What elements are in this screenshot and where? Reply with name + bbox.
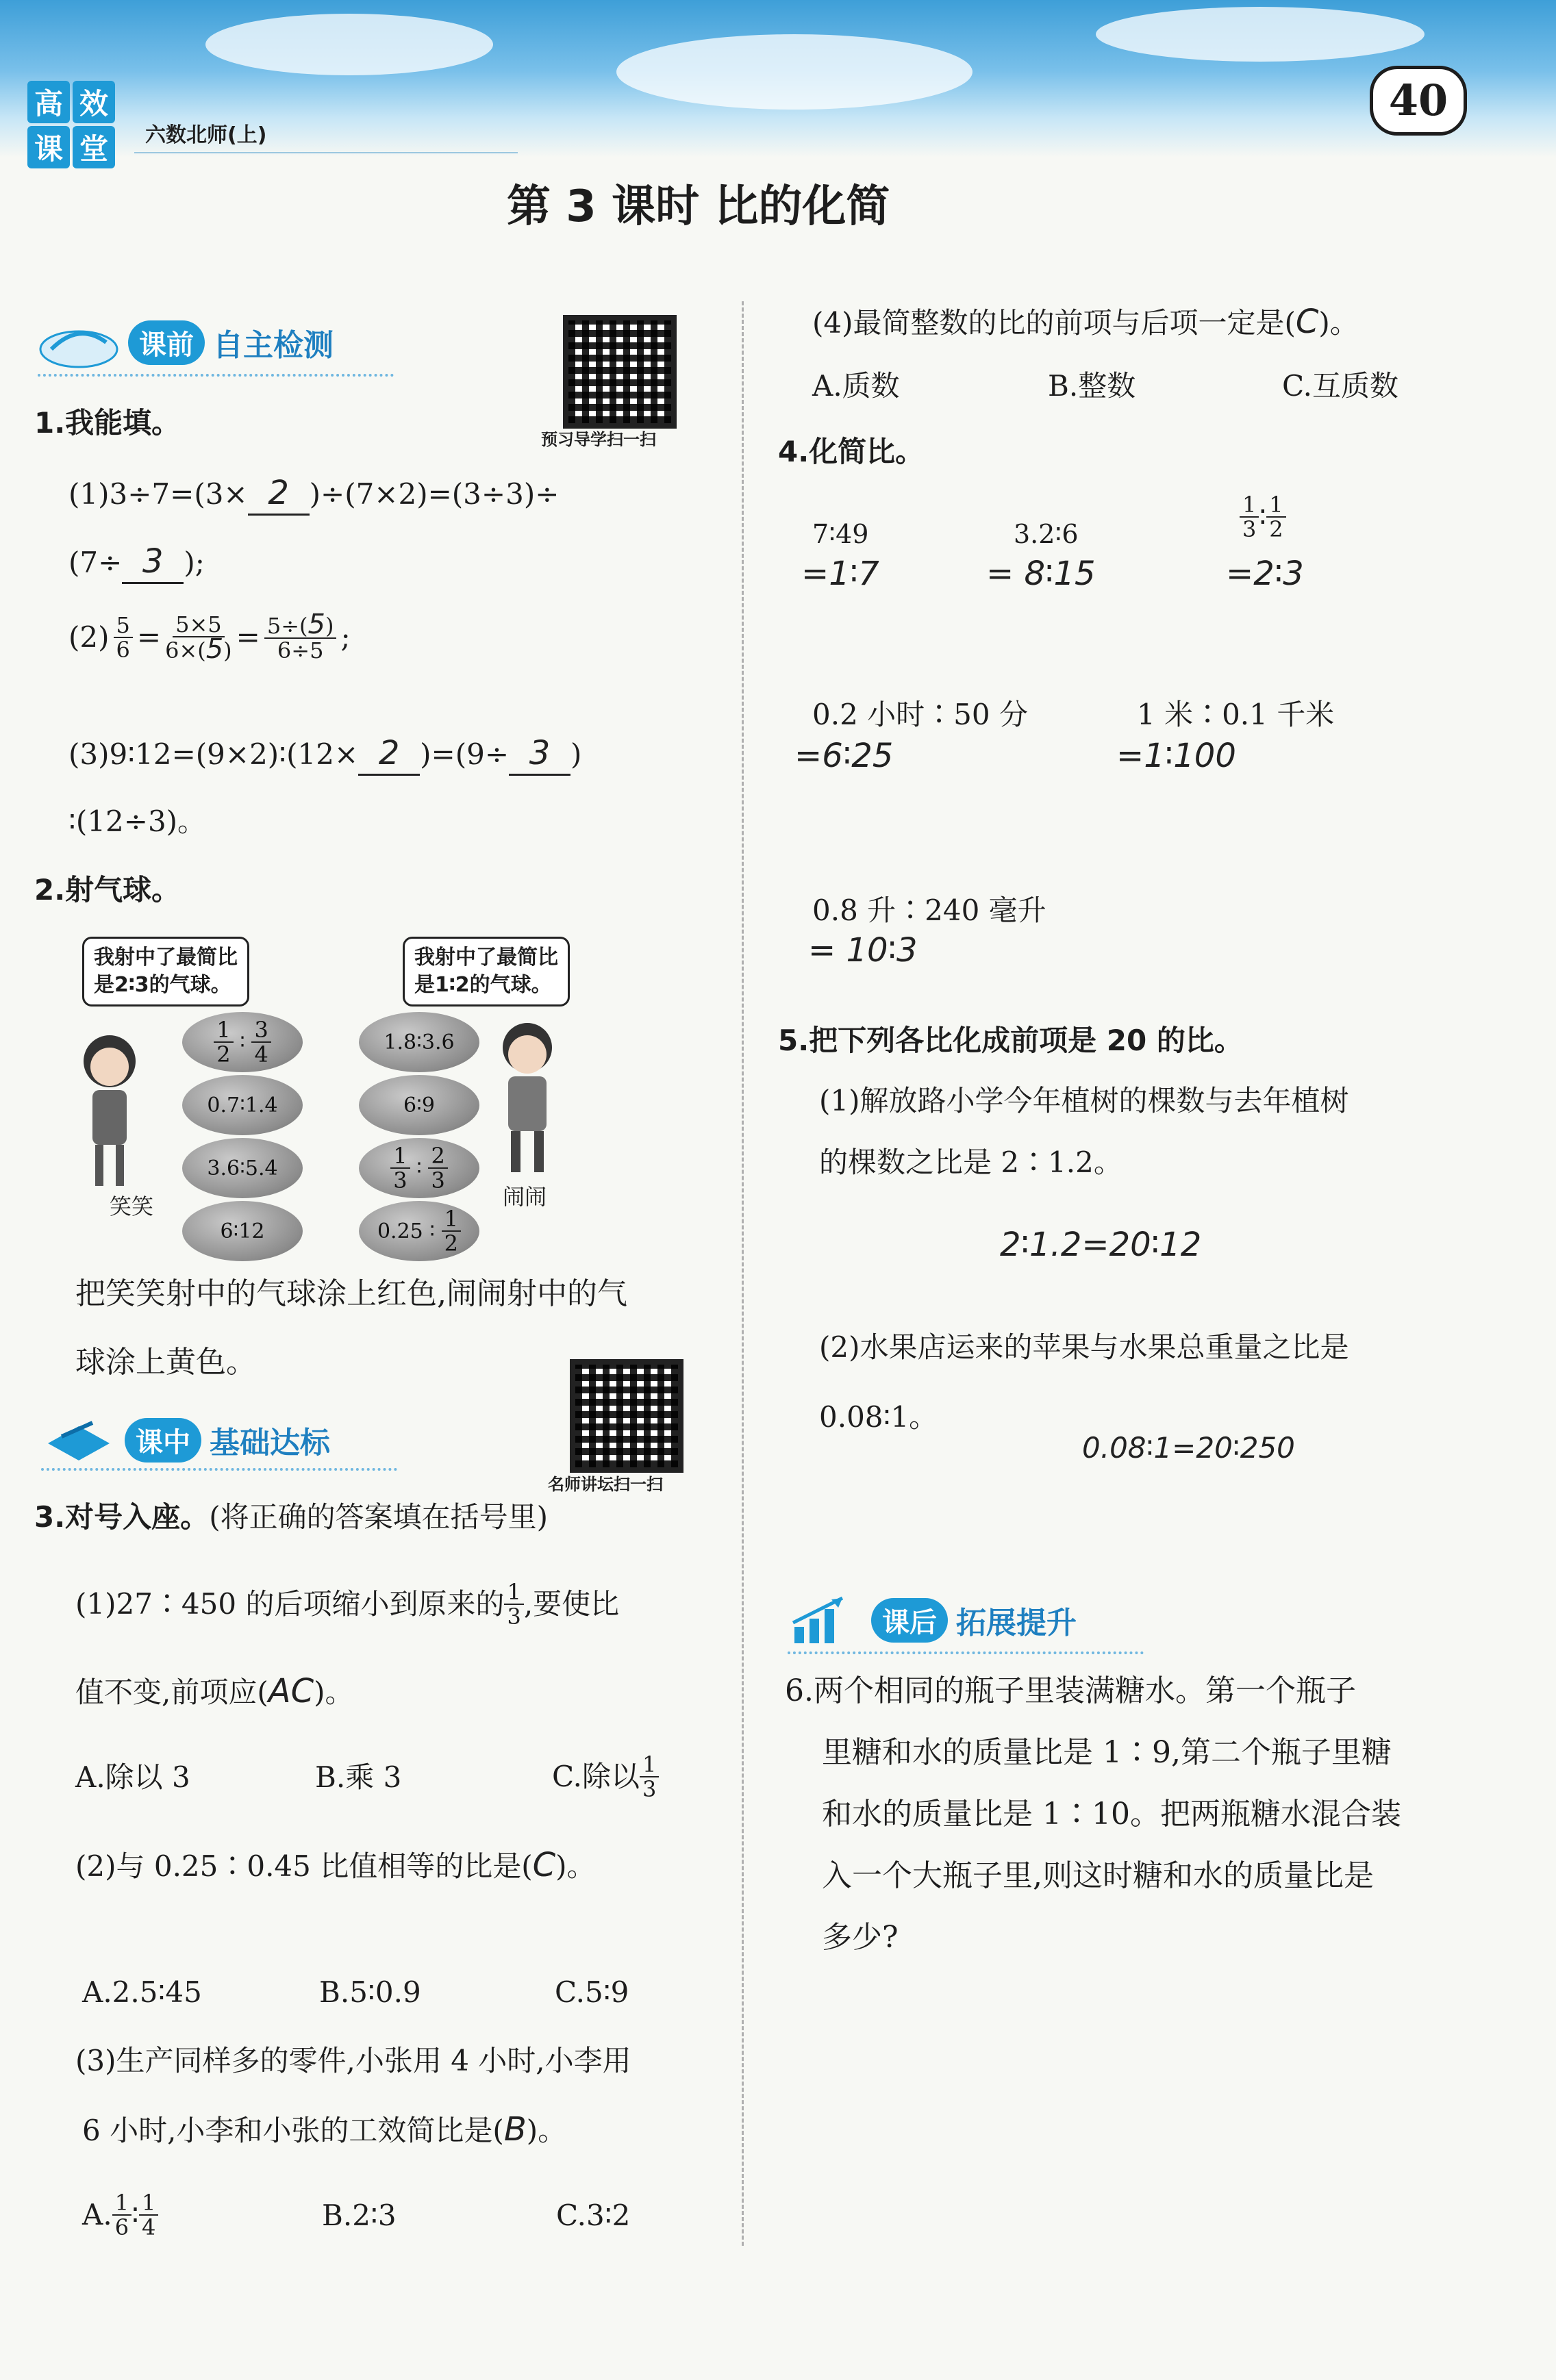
q5-part1-line2: 的棵数之比是 2∶1.2。 [819, 1145, 1122, 1179]
q3-part4-option-a[interactable]: A.质数 [812, 369, 900, 403]
q3-part3-line1: (3)生产同样多的零件,小张用 4 小时,小李用 [75, 2044, 631, 2077]
q1-line3-cont: ∶(12÷3)。 [68, 805, 207, 838]
q3-part3-option-a[interactable]: A. $\frac{1}{6}$ ∶ $\frac{1}{4}$ [82, 2191, 158, 2239]
balloon-left-4[interactable]: 6∶12 [182, 1201, 303, 1261]
q2-instruction-1: 把笑笑射中的气球涂上红色,闹闹射中的气 [75, 1276, 627, 1311]
q3-part2-option-c[interactable]: C.5∶9 [555, 1975, 629, 2009]
q1-line1-cont: (7÷ 3 ); [68, 541, 205, 584]
q6-line5: 多少? [822, 1920, 899, 1955]
lesson-title: 第 3 课时 比的化简 [507, 181, 890, 232]
balloon-right-2[interactable]: 6∶9 [359, 1075, 479, 1135]
q3-part4-stem: (4)最简整数的比的前项与后项一定是(C)。 [812, 303, 1359, 341]
balloon-left-3[interactable]: 3.6∶5.4 [182, 1138, 303, 1198]
q1-heading: 1.我能填。 [34, 406, 181, 440]
answer-blank[interactable]: C [532, 1846, 556, 1884]
boy-naonao-illustration [479, 1013, 575, 1185]
q6-line4: 入一个大瓶子里,则这时糖和水的质量比是 [822, 1858, 1374, 1893]
qr-caption-preview: 预习导学扫一扫 [541, 430, 656, 449]
page-number: 40 [1370, 66, 1467, 136]
answer-blank[interactable]: AC [268, 1672, 314, 1710]
q1-line1: (1)3÷7=(3× 2 )÷(7×2)=(3÷3)÷ [68, 472, 559, 516]
answer-blank[interactable]: 2 [358, 733, 420, 776]
q5-heading: 5.把下列各比化成前项是 20 的比。 [778, 1024, 1243, 1057]
q4-item-1: 7∶49 [812, 519, 869, 549]
name-xiaoxiao: 笑笑 [110, 1193, 154, 1219]
answer-blank[interactable]: 2 [248, 472, 310, 516]
q4-answer-5[interactable]: =1∶100 [1116, 737, 1236, 775]
book-name: 六数北师(上) [145, 123, 267, 147]
q5-answer-1[interactable]: 2∶1.2=20∶12 [1000, 1226, 1202, 1264]
q5-part2-line2: 0.08∶1。 [819, 1400, 938, 1434]
series-logo: 高 效 课 堂 [27, 81, 115, 168]
q2-instruction-2: 球涂上黄色。 [75, 1345, 256, 1380]
q1-line2: (2) $\frac{5}{6}$ = $\frac{5\times 5}{6\times(5)}$ = $\frac{5\div(5)}{6\div 5}$ ; [68, 609, 351, 665]
q2-heading: 2.射气球。 [34, 873, 181, 907]
speech-bubble-right: 我射中了最简比 是1∶2的气球。 [403, 937, 570, 1007]
qr-caption-lecture: 名师讲坛扫一扫 [548, 1475, 663, 1494]
qr-code-lecture[interactable] [570, 1359, 683, 1473]
q3-part3-option-b[interactable]: B.2∶3 [322, 2199, 397, 2232]
section-pre-heading: 课前 自主检测 [38, 315, 334, 370]
header-rule [134, 152, 518, 153]
qr-code-preview[interactable] [563, 315, 677, 429]
answer-blank[interactable]: 3 [509, 733, 570, 776]
q5-part1-line1: (1)解放路小学今年植树的棵数与去年植树 [819, 1084, 1349, 1117]
balloon-left-1[interactable]: $\frac{1}{2}$ ∶ $\frac{3}{4}$ [182, 1012, 303, 1072]
balloon-right-4[interactable]: 0.25 ∶ $\frac{1}{2}$ [359, 1201, 479, 1261]
q4-heading: 4.化简比。 [778, 435, 925, 468]
answer-blank[interactable]: 5 [205, 633, 224, 665]
q3-part2-stem: (2)与 0.25∶0.45 比值相等的比是(C)。 [75, 1846, 596, 1884]
q3-part1-line1: (1)27∶450 的后项缩小到原来的 $\frac{1}{3}$ ,要使比 [75, 1579, 620, 1630]
section-post-heading: 课后 拓展提升 [788, 1593, 1077, 1647]
q3-part2-option-a[interactable]: A.2.5∶45 [82, 1975, 202, 2009]
speech-bubble-left: 我射中了最简比 是2∶3的气球。 [82, 937, 249, 1007]
q4-item-2: 3.2∶6 [1014, 519, 1079, 549]
q4-item-4: 0.2 小时∶50 分 [812, 698, 1028, 731]
balloon-left-2[interactable]: 0.7∶1.4 [182, 1075, 303, 1135]
girl-xiaoxiao-illustration [65, 1027, 154, 1198]
q5-answer-2[interactable]: 0.08∶1=20∶250 [1082, 1431, 1295, 1465]
section-mid-heading: 课中 基础达标 [41, 1416, 330, 1464]
q4-answer-3[interactable]: =2∶3 [1226, 555, 1304, 593]
q3-part4-option-c[interactable]: C.互质数 [1282, 369, 1398, 403]
q6-line2: 里糖和水的质量比是 1∶9,第二个瓶子里糖 [822, 1735, 1392, 1770]
q3-part1-option-a[interactable]: A.除以 3 [75, 1760, 190, 1794]
answer-blank[interactable]: 3 [122, 541, 184, 584]
reading-icon [38, 315, 120, 370]
q4-answer-1[interactable]: =1∶7 [801, 555, 879, 593]
answer-blank[interactable]: B [503, 2110, 527, 2149]
name-naonao: 闹闹 [503, 1184, 547, 1210]
answer-blank[interactable]: 5 [308, 609, 325, 640]
answer-blank[interactable]: C [1295, 303, 1319, 341]
book-icon [41, 1416, 116, 1464]
balloon-right-1[interactable]: 1.8∶3.6 [359, 1012, 479, 1072]
q3-part3-option-c[interactable]: C.3∶2 [556, 2199, 631, 2232]
q3-heading: 3.对号入座。(将正确的答案填在括号里) [34, 1500, 548, 1534]
q3-part1-option-c[interactable]: C.除以 $\frac{1}{3}$ [552, 1753, 659, 1801]
q4-answer-4[interactable]: =6∶25 [794, 737, 894, 775]
q4-item-6: 0.8 升∶240 毫升 [812, 894, 1046, 927]
q6-line1: 6.两个相同的瓶子里装满糖水。第一个瓶子 [785, 1673, 1356, 1708]
q1-line3: (3)9∶12=(9×2)∶(12× 2 )=(9÷ 3 ) [68, 733, 581, 776]
q5-part2-line1: (2)水果店运来的苹果与水果总重量之比是 [819, 1330, 1349, 1364]
q3-part1-option-b[interactable]: B.乘 3 [315, 1760, 402, 1794]
q4-item-5: 1 米∶0.1 千米 [1137, 698, 1335, 731]
q3-part1-line2: 值不变,前项应(AC)。 [75, 1672, 354, 1710]
q6-line3: 和水的质量比是 1∶10。把两瓶糖水混合装 [822, 1797, 1401, 1832]
column-divider [742, 301, 744, 2246]
q3-part3-line2: 6 小时,小李和小张的工效简比是(B)。 [82, 2110, 567, 2149]
q4-answer-6[interactable]: = 10∶3 [808, 931, 918, 970]
q4-item-3: $\frac{1}{3}$ ∶ $\frac{1}{2}$ [1240, 493, 1286, 541]
q4-answer-2[interactable]: = 8∶15 [986, 555, 1096, 593]
q3-part2-option-b[interactable]: B.5∶0.9 [319, 1975, 421, 2009]
balloon-right-3[interactable]: $\frac{1}{3}$ ∶ $\frac{2}{3}$ [359, 1138, 479, 1198]
growth-arrow-icon [788, 1593, 863, 1647]
q3-part4-option-b[interactable]: B.整数 [1048, 369, 1136, 403]
